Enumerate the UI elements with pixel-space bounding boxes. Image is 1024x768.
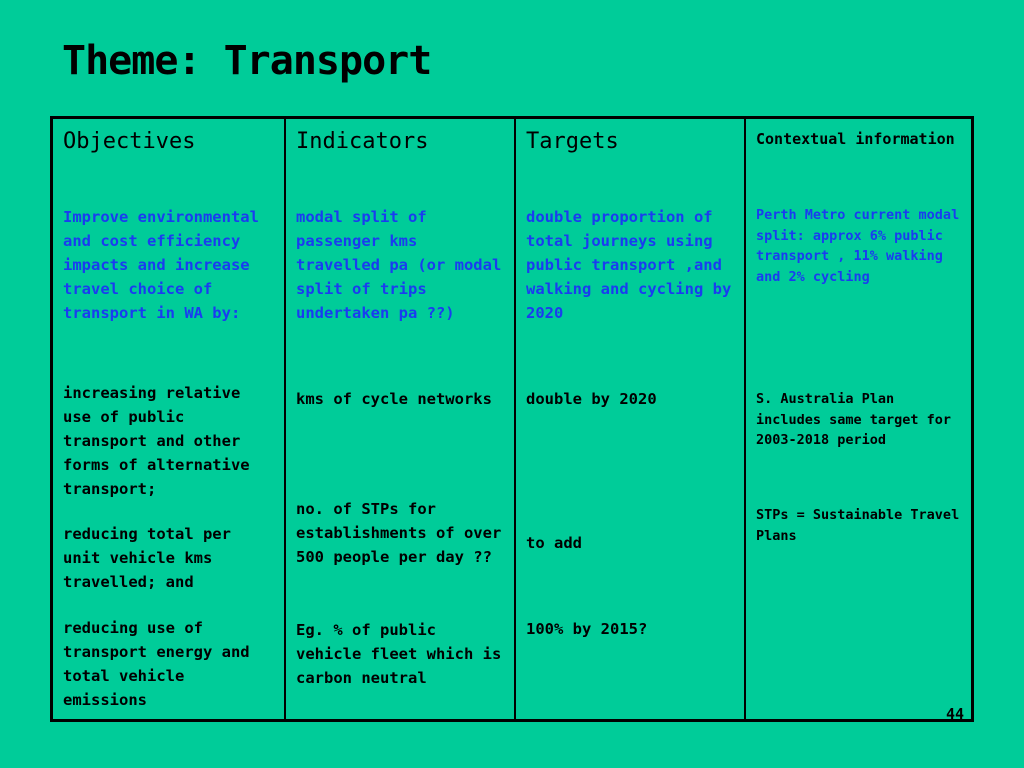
objective-item: reducing use of transport energy and total vehicle emissions [63, 619, 250, 709]
indicator-item: no. of STPs for establishments of over 500 people per day ?? [296, 500, 502, 566]
targets-column [514, 119, 744, 719]
target-item: double proportion of total journeys using public transport ,and walking and cycling by 2020 [526, 208, 732, 322]
target-item: double by 2020 [526, 390, 657, 408]
context-item: S. Australia Plan includes same target for 2003-2018 period [756, 391, 952, 448]
objective-intro: Improve environmental and cost efficiency impacts and increase travel choice of transport in WA by: [63, 208, 259, 322]
targets-header: Targets [526, 129, 619, 154]
context-item: STPs = Sustainable Travel Plans [756, 507, 960, 544]
indicator-item: modal split of passenger kms travelled pa (or modal split of trips undertaken pa ??) [296, 208, 502, 322]
objective-item: reducing total per unit vehicle kms travelled; and [63, 525, 231, 591]
objectives-header: Objectives [63, 129, 196, 154]
context-item: Perth Metro current modal split: approx 6% public transport , 11% walking and 2% cycling [756, 207, 960, 285]
page-number: 44 [945, 705, 964, 723]
context-column [744, 119, 974, 723]
context-header: Contextual information [756, 130, 955, 148]
indicators-column [284, 119, 514, 719]
indicator-item: Eg. % of public vehicle fleet which is carbon neutral [296, 621, 502, 687]
indicators-header: Indicators [296, 129, 429, 154]
objectives-column [53, 119, 284, 719]
transport-theme-table [50, 116, 974, 722]
objective-item: increasing relative use of public transport and other forms of alternative transport; [63, 384, 250, 498]
target-item: to add [526, 534, 582, 552]
indicator-item: kms of cycle networks [296, 390, 492, 408]
target-item: 100% by 2015? [526, 620, 648, 638]
slide-title: Theme: Transport [62, 38, 432, 84]
